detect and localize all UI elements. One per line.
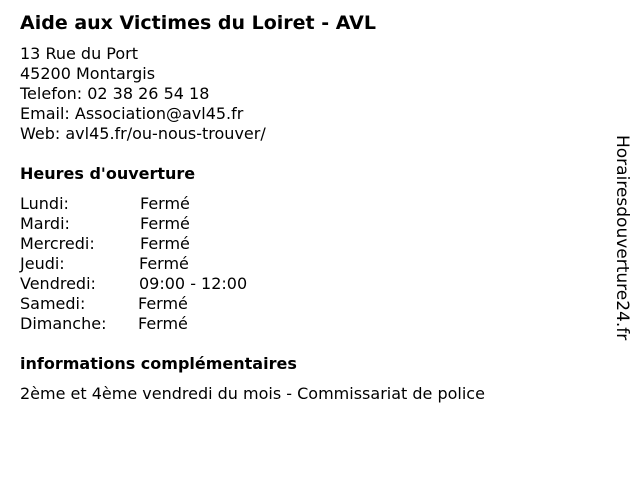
- day-hours: Fermé: [138, 314, 188, 333]
- day-hours: 09:00 - 12:00: [139, 274, 248, 293]
- day-hours: Fermé: [139, 254, 189, 273]
- phone-number[interactable]: Telefon: 02 38 26 54 18: [20, 84, 210, 103]
- page-title: Aide aux Victimes du Loiret - AVL: [20, 12, 376, 34]
- info-text: 2ème et 4ème vendredi du mois - Commissariat de police: [20, 384, 485, 403]
- address-street: 13 Rue du Port: [20, 44, 139, 63]
- email-address[interactable]: Email: Association@avl45.fr: [20, 104, 244, 123]
- day-label: Jeudi:: [20, 254, 65, 273]
- day-hours: Fermé: [140, 194, 190, 213]
- day-label: Samedi:: [20, 294, 86, 313]
- day-label: Mardi:: [20, 214, 70, 233]
- day-label: Vendredi:: [20, 274, 96, 293]
- day-hours: Fermé: [140, 234, 190, 253]
- day-label: Lundi:: [20, 194, 69, 213]
- day-hours: Fermé: [140, 214, 190, 233]
- address-city: 45200 Montargis: [20, 64, 156, 83]
- info-heading: informations complémentaires: [20, 354, 297, 373]
- address-block: [20, 44, 266, 144]
- hours-heading: Heures d'ouverture: [20, 164, 196, 183]
- website-link[interactable]: Web: avl45.fr/ou-nous-trouver/: [20, 124, 266, 143]
- day-hours: Fermé: [138, 294, 188, 313]
- day-label: Mercredi:: [20, 234, 95, 253]
- day-label: Dimanche:: [20, 314, 107, 333]
- site-watermark: Horairesdouverture24.fr: [612, 135, 632, 341]
